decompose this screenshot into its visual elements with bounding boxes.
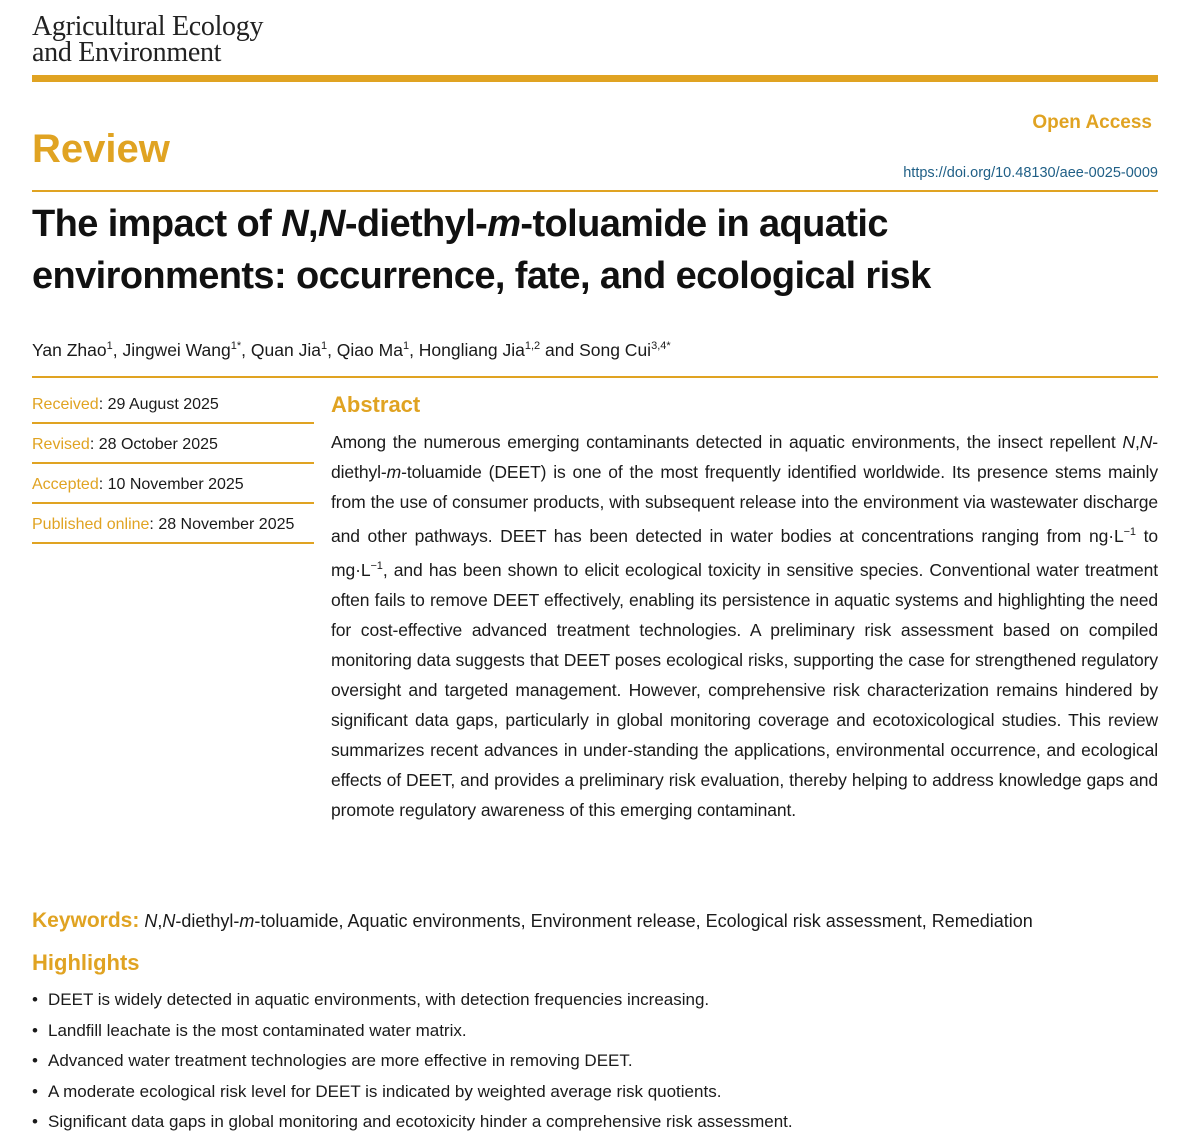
date-separator: :	[89, 436, 99, 453]
bullet-icon: •	[32, 1081, 38, 1101]
bullet-icon: •	[32, 1112, 38, 1131]
author-affiliation: 1,2	[524, 340, 541, 353]
keywords-italic: m	[239, 911, 255, 931]
date-value: 10 November 2025	[107, 476, 244, 493]
date-published-online	[32, 511, 314, 551]
journal-name-line2: and Environment	[32, 37, 222, 68]
highlight-item	[32, 1107, 1172, 1138]
keywords-segment: -toluamide, Aquatic environments, Environment release, Ecological risk assessment, Remediation	[254, 911, 1033, 931]
author	[579, 340, 671, 360]
title-italic: N	[281, 203, 309, 245]
author-name: Song Cui	[579, 340, 652, 360]
abstract-segment: Among the numerous emerging contaminants detected in aquatic environments, the insect repellent	[331, 432, 1123, 452]
highlight-item	[32, 1046, 1172, 1077]
author	[337, 340, 419, 360]
date-accepted	[32, 471, 314, 511]
highlight-text: DEET is widely detected in aquatic environments, with detection frequencies increasing.	[48, 990, 710, 1009]
journal-name-line1: Agricultural Ecology	[32, 11, 264, 42]
date-label: Revised	[32, 436, 90, 453]
abstract-italic: m	[386, 462, 402, 482]
abstract-italic: N	[1122, 432, 1135, 452]
abstract-segment: -toluamide (DEET) is one of the most frequently identified worldwide. Its presence stems mainly from the use of consumer products, with subsequent release into the environment via wastewater discharge and other pathways. DEET has been detected in water bodies at concentrations ranging from ng·L	[331, 462, 1158, 546]
date-separator: :	[98, 396, 108, 413]
abstract-segment: -diethyl-	[331, 432, 1158, 482]
author-name: Quan Jia	[250, 340, 321, 360]
article-type: Review	[32, 127, 170, 171]
abstract-superscript: −1	[370, 559, 383, 572]
article-title	[32, 198, 1162, 302]
bullet-icon: •	[32, 1051, 38, 1070]
doi-link[interactable]: https://doi.org/10.48130/aee-0025-0009	[903, 165, 1158, 181]
author-name: Hongliang Jia	[418, 340, 525, 360]
date-underline	[32, 542, 314, 544]
highlight-text: A moderate ecological risk level for DEET is indicated by weighted average risk quotients.	[48, 1081, 722, 1101]
article-title-line1	[32, 198, 1162, 250]
journal-name	[32, 11, 264, 68]
title-text: -diethyl-	[344, 203, 488, 245]
keywords-italic: N	[144, 911, 158, 931]
date-label: Received	[32, 396, 99, 413]
author-name: Qiao Ma	[336, 340, 403, 360]
date-separator: :	[149, 516, 159, 533]
author	[251, 340, 337, 360]
date-underline	[32, 502, 314, 504]
title-text: -toluamide in aquatic	[520, 203, 888, 245]
date-underline	[32, 422, 314, 424]
highlight-text: Advanced water treatment technologies are more effective in removing DEET.	[48, 1051, 633, 1070]
title-italic: m	[487, 203, 521, 245]
header-rule	[32, 75, 1158, 82]
author-affiliation: 3,4*	[651, 340, 671, 353]
author-affiliation: 1	[106, 340, 113, 353]
open-access-label: Open Access	[1032, 112, 1152, 133]
author	[122, 340, 250, 360]
author-name: Jingwei Wang	[122, 340, 231, 360]
highlight-item	[32, 1077, 1172, 1108]
keywords-label: Keywords:	[32, 909, 140, 932]
author-list	[32, 340, 671, 361]
author-affiliation: 1*	[230, 340, 242, 353]
abstract-italic: N	[1139, 432, 1153, 452]
author	[32, 340, 122, 360]
title-text: ,	[308, 203, 318, 245]
author-separator: ,	[327, 340, 337, 360]
date-separator: :	[98, 476, 108, 493]
authors-bottom-rule	[32, 376, 1158, 378]
keywords	[32, 909, 1172, 933]
author-affiliation: 1	[320, 340, 328, 353]
author-affiliation: 1	[402, 340, 410, 353]
abstract-heading: Abstract	[331, 392, 421, 417]
article-dates	[32, 391, 314, 551]
abstract-segment: ,	[1134, 432, 1140, 452]
date-value: 28 November 2025	[158, 516, 295, 533]
date-value: 29 August 2025	[107, 396, 219, 413]
abstract-text	[331, 427, 1158, 825]
highlight-text: Landfill leachate is the most contaminated water matrix.	[48, 1020, 467, 1040]
bullet-icon: •	[32, 990, 38, 1009]
article-title-line2: environments: occurrence, fate, and ecological risk	[32, 255, 931, 297]
date-label: Accepted	[32, 476, 99, 493]
highlights-list	[32, 985, 1172, 1138]
keywords-segment: -diethyl-	[175, 911, 240, 931]
date-received	[32, 391, 314, 431]
keywords-segment: ,	[157, 911, 163, 931]
title-top-rule	[32, 190, 1158, 192]
author-separator: ,	[112, 340, 123, 360]
date-underline	[32, 462, 314, 464]
bullet-icon: •	[32, 1020, 38, 1040]
author-separator: ,	[241, 340, 251, 360]
title-italic: N	[318, 203, 345, 245]
abstract-segment: , and has been shown to elicit ecological toxicity in sensitive species. Conventional water treatment often fails to remove DEET effectively, enabling its persistence in aquatic systems and highlighting the need for cost-effective advanced treatment technologies. A preliminary risk assessment based on compiled monitoring data suggests that DEET poses ecological risks, supporting the case for strengthened regulatory oversight and targeted management. However, comprehensive risk characterization remains hindered by significant data gaps, particularly in global monitoring coverage and ecotoxicological studies. This review summarizes recent advances in under-standing the applications, environmental occurrence, and ecological effects of DEET, and provides a preliminary risk evaluation, thereby helping to address knowledge gaps and promote regulatory awareness of this emerging contaminant.	[331, 559, 1158, 820]
date-revised	[32, 431, 314, 471]
title-text: The impact of	[32, 203, 282, 245]
keywords-italic: N	[162, 911, 176, 931]
author-name: Yan Zhao	[32, 340, 107, 360]
abstract-superscript: −1	[1123, 526, 1136, 538]
highlight-item	[32, 985, 1172, 1016]
author-separator: ,	[409, 340, 419, 360]
author-separator: and	[540, 340, 580, 360]
date-label: Published online	[32, 516, 150, 533]
highlight-item	[32, 1016, 1172, 1047]
abstract-segment: to mg·L	[331, 525, 1158, 580]
date-value: 28 October 2025	[98, 436, 218, 453]
author	[419, 340, 579, 360]
highlight-text: Significant data gaps in global monitoring and ecotoxicity hinder a comprehensive risk assessment.	[48, 1112, 793, 1131]
highlights-heading: Highlights	[32, 950, 140, 975]
